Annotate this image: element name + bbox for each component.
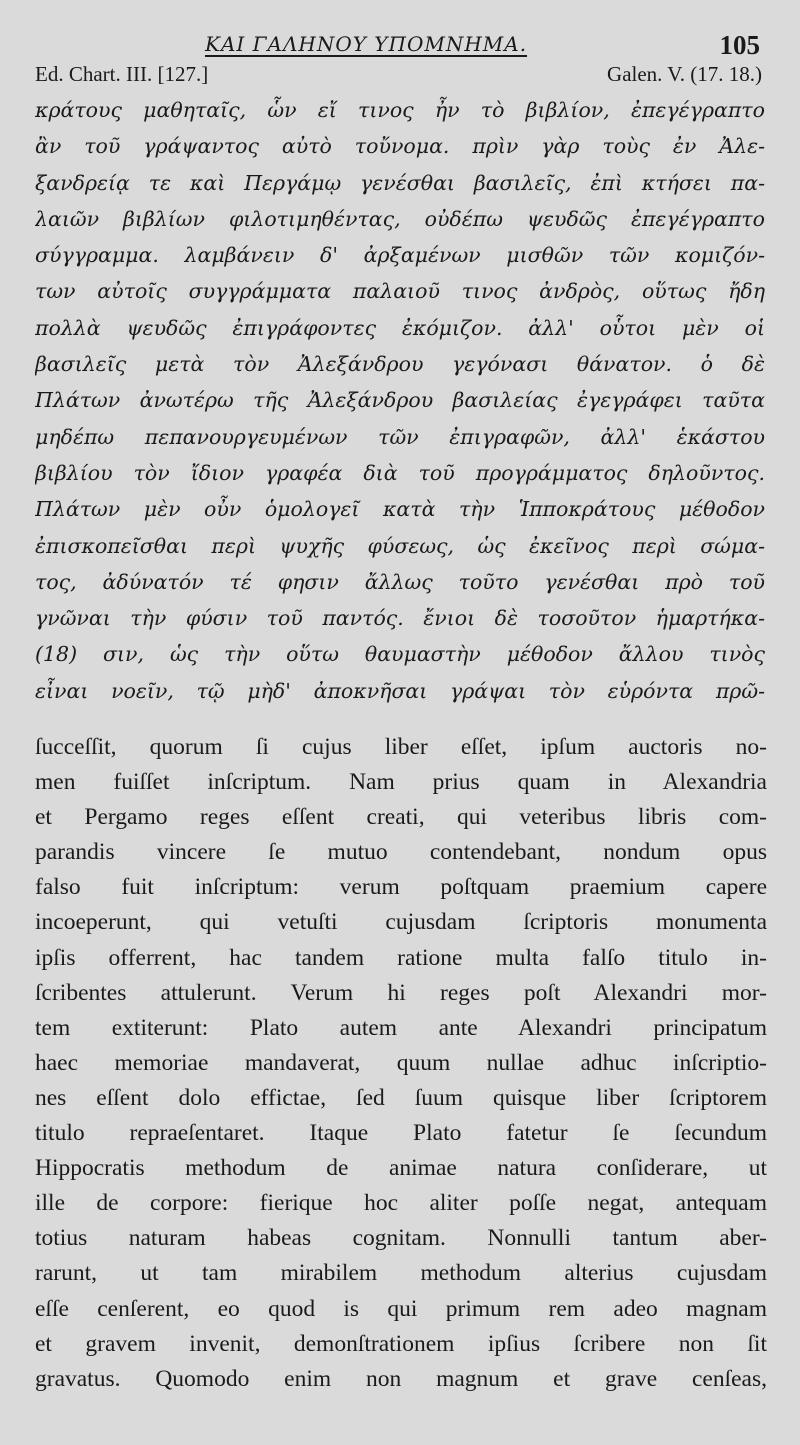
- greek-text-line: (18) σιν, ὡς τὴν οὕτω θαυμαστὴν μέθοδον ἄλλου τινὸς: [35, 642, 765, 667]
- greek-text-line: κράτους μαθηταῖς, ὧν εἴ τινος ἦν τὸ βιβλίον, ἐπεγέγραπτο: [35, 98, 765, 122]
- latin-text-line: men fuiſſet inſcriptum. Nam prius quam in Alexandria: [35, 769, 767, 796]
- latin-text-line: rarunt, ut tam mirabilem methodum alterius cujusdam: [35, 1260, 767, 1287]
- latin-text-line: et Pergamo reges eſſent creati, qui veteribus libris com-: [35, 804, 767, 831]
- greek-text-block: [35, 92, 765, 709]
- greek-text-line: βιβλίου τὸν ἴδιον γραφέα διὰ τοῦ προγράμματος δηλοῦντος.: [35, 460, 765, 485]
- greek-text-line: τος, ἀδύνατόν τέ φησιν ἄλλως τοῦτο γενέσθαι πρὸ τοῦ: [35, 569, 765, 594]
- greek-text-line: μηδέπω πεπανουργευμένων τῶν ἐπιγραφῶν, ἀλλ' ἑκάστου: [35, 424, 765, 449]
- greek-text-line: Πλάτων ἀνωτέρω τῆς Ἀλεξάνδρου βασιλείας ἐγεγράφει ταῦτα: [35, 388, 765, 413]
- latin-text-line: totius naturam habeas cognitam. Nonnulli tantum aber-: [35, 1225, 767, 1252]
- greek-text-line: σύγγραμμα. λαμβάνειν δ' ἀρξαμένων μισθῶν τῶν κομιζόν-: [35, 243, 765, 268]
- page-number: 105: [719, 30, 760, 60]
- greek-text-line: ξανδρείᾳ τε καὶ Περγάμῳ γενέσθαι βασιλεῖς, ἐπὶ κτήσει πα-: [35, 170, 765, 195]
- latin-text-line: ſcribentes attulerunt. Verum hi reges poſt Alexandri mor-: [35, 979, 767, 1006]
- latin-text-line: incoeperunt, qui vetuſti cujusdam ſcriptoris monumenta: [35, 909, 767, 936]
- edition-reference-kuehn: Galen. V. (17. 18.): [607, 62, 762, 86]
- latin-text-line: parandis vincere ſe mutuo contendebant, nondum opus: [35, 839, 767, 866]
- latin-text-line: et gravem invenit, demonſtrationem ipſius ſcribere non ſit: [35, 1330, 767, 1357]
- edition-reference-chartier: Ed. Chart. III. [127.]: [35, 62, 209, 86]
- latin-text-line: falso fuit inſcriptum: verum poſtquam praemium capere: [35, 874, 767, 901]
- latin-text-line: haec memoriae mandaverat, quum nullae adhuc inſcriptio-: [35, 1049, 767, 1076]
- latin-text-line: tem extiterunt: Plato autem ante Alexandri principatum: [35, 1014, 767, 1041]
- greek-text-line: γνῶναι τὴν φύσιν τοῦ παντός. ἔνιοι δὲ τοσοῦτον ἡμαρτήκα-: [35, 606, 765, 631]
- latin-text-line: ſucceſſit, quorum ſi cujus liber eſſet, ipſum auctoris no-: [35, 734, 767, 760]
- latin-text-line: Hippocratis methodum de animae natura conſiderare, ut: [35, 1155, 767, 1182]
- greek-text-line: εἶναι νοεῖν, τῷ μὴδ' ἀποκνῆσαι γράψαι τὸν εὑρόντα πρῶ-: [35, 678, 765, 703]
- greek-text-line: των αὐτοῖς συγγράμματα παλαιοῦ τινος ἀνδρὸς, οὕτως ἤδη: [35, 279, 765, 304]
- latin-text-line: ille de corpore: fierique hoc aliter poſſe negat, antequam: [35, 1190, 767, 1217]
- running-title: ΚΑΙ ΓΑΛΗΝΟΥ ΥΠΟΜΝΗΜΑ.: [205, 32, 528, 56]
- greek-text-line: πολλὰ ψευδῶς ἐπιγράφοντες ἐκόμιζον. ἀλλ' οὗτοι μὲν οἱ: [35, 315, 765, 340]
- running-head: [0, 30, 800, 66]
- latin-text-line: titulo repraeſentaret. Itaque Plato fatetur ſe ſecundum: [35, 1120, 767, 1147]
- greek-text-line: λαιῶν βιβλίων φιλοτιμηθέντας, οὐδέπω ψευδῶς ἐπεγέγραπτο: [35, 206, 765, 231]
- greek-text-line: Πλάτων μὲν οὖν ὁμολογεῖ κατὰ τὴν Ἱπποκράτους μέθοδον: [35, 497, 765, 522]
- greek-text-line: ἂν τοῦ γράψαντος αὐτὸ τοὔνομα. πρὶν γὰρ τοὺς ἐν Ἀλε-: [35, 134, 765, 159]
- latin-translation-block: [35, 730, 767, 1397]
- edition-reference-line: [0, 62, 800, 92]
- latin-text-line: eſſe cenſerent, eo quod is qui primum rem adeo magnam: [35, 1295, 767, 1322]
- latin-text-line: ipſis offerrent, hac tandem ratione multa falſo titulo in-: [35, 944, 767, 971]
- greek-text-line: ἐπισκοπεῖσθαι περὶ ψυχῆς φύσεως, ὡς ἐκεῖνος περὶ σώμα-: [35, 533, 765, 558]
- latin-text-line: nes eſſent dolo effictae, ſed ſuum quisque liber ſcriptorem: [35, 1084, 767, 1111]
- latin-text-line: gravatus. Quomodo enim non magnum et grave cenſeas,: [35, 1365, 767, 1392]
- greek-text-line: βασιλεῖς μετὰ τὸν Ἀλεξάνδρου γεγόνασι θάνατον. ὁ δὲ: [35, 352, 765, 377]
